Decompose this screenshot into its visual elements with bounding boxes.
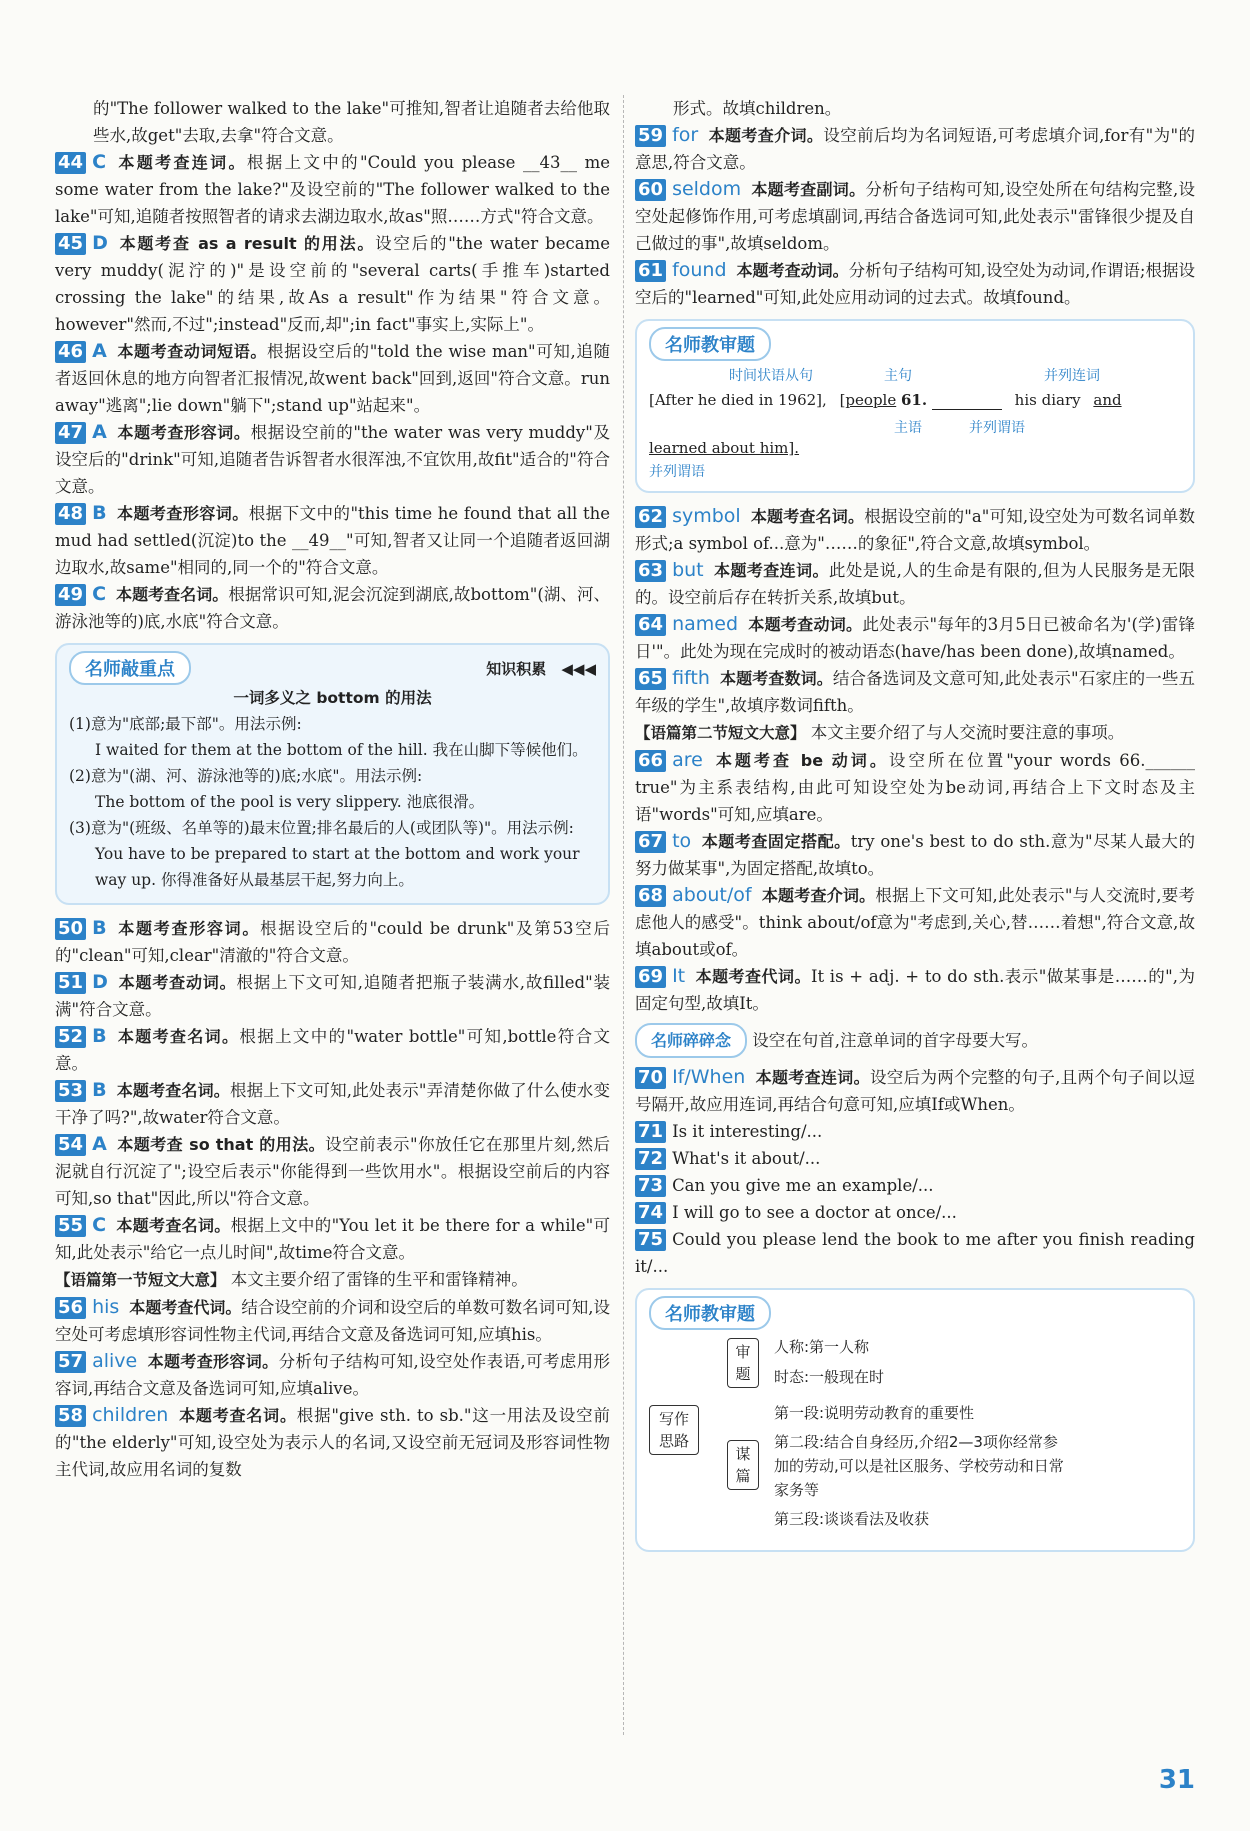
answer-item bbox=[635, 1064, 1195, 1118]
answer-item bbox=[55, 1348, 610, 1402]
writing-plan-box bbox=[635, 1288, 1195, 1552]
question-type: 本题考查名词。 bbox=[178, 1406, 297, 1425]
answer-item bbox=[635, 665, 1195, 719]
question-type: 本题考查名词。 bbox=[750, 507, 865, 526]
question-type: 本题考查 so that 的用法。 bbox=[116, 1135, 326, 1154]
question-type: 本题考查形容词。 bbox=[116, 504, 249, 523]
knowledge-title: 一词多义之 bottom 的用法 bbox=[233, 689, 432, 707]
mindmap-branch-plan: 谋篇 bbox=[727, 1440, 759, 1490]
answer-key: B bbox=[92, 917, 107, 939]
left-items-3 bbox=[55, 1294, 610, 1483]
explanation: 根据"give sth. to sb."这一用法及设空前的"the elderly"可知,设空处为表示人的名词,又设空前无冠词及形容词性物主代词,故应用名词的复数 bbox=[55, 1406, 610, 1479]
item-number-badge: 54 bbox=[55, 1134, 86, 1156]
question-type: 本题考查固定搭配。 bbox=[701, 832, 851, 851]
item-number-badge: 62 bbox=[635, 506, 666, 528]
label-conjunction: 并列连词 bbox=[1044, 368, 1100, 384]
sentence-part-a: [After he died in 1962], bbox=[649, 391, 827, 409]
answer-key: are bbox=[672, 749, 703, 771]
answer-key: children bbox=[92, 1404, 169, 1426]
right-items-3 bbox=[635, 747, 1195, 1017]
section1-title: 【语篇第一节短文大意】 bbox=[55, 1271, 226, 1289]
explanation: 设空后的"the water became very muddy(泥泞的)"是设空前的"several carts(手推车)started crossing the lake"的结果,故As a result"作为结果"符合文意。however"然而,不过";instead"反而,却";in fact"事实上,实际上"。 bbox=[55, 234, 610, 334]
knowledge-lines bbox=[69, 711, 596, 893]
question-type: 本题考查形容词。 bbox=[116, 423, 251, 442]
explanation: 结合备选词及文意可知,此处表示"石家庄的一些五年级的学生",故填序数词fifth。 bbox=[635, 669, 1195, 715]
answer-key: A bbox=[92, 421, 107, 443]
section1-summary bbox=[55, 1266, 610, 1294]
label-predicate-2: 并列谓语 bbox=[649, 464, 705, 480]
knowledge-line: (3)意为"(班级、名单等的)最末位置;排名最后的人(或团队等)"。用法示例: bbox=[69, 819, 574, 837]
item-number-badge: 65 bbox=[635, 668, 666, 690]
writing-mindmap bbox=[649, 1330, 1181, 1540]
sentence-part-c: 61. bbox=[901, 391, 928, 409]
answer-item bbox=[55, 1131, 610, 1212]
answer-key: It bbox=[672, 965, 686, 987]
right-items-2 bbox=[635, 503, 1195, 719]
question-type: 本题考查数词。 bbox=[719, 669, 833, 688]
knowledge-line: (1)意为"底部;最下部"。用法示例: bbox=[69, 715, 302, 733]
answer-key: A bbox=[92, 340, 107, 362]
sentence-analysis-box bbox=[635, 319, 1195, 493]
answer-item bbox=[55, 1023, 610, 1077]
question-type: 本题考查动词短语。 bbox=[116, 342, 267, 361]
question-type: 本题考查动词。 bbox=[748, 615, 863, 634]
mindmap-root: 写作思路 bbox=[649, 1405, 699, 1455]
item-number-badge: 75 bbox=[635, 1229, 666, 1251]
explanation: 设空所在位置"your words 66.______ true"为主系表结构,由此可知设空处为be动词,再结合上下文时态及主语"words"可知,应填are。 bbox=[635, 751, 1195, 824]
answer-item bbox=[635, 882, 1195, 963]
answer-key: If/When bbox=[672, 1066, 746, 1088]
explanation: 结合设空前的介词和设空后的单数可数名词可知,设空处可考虑填形容词性物主代词,再结合文意及备选词可知,应填his。 bbox=[55, 1298, 610, 1344]
explanation: 设空前表示"你放任它在那里片刻,然后泥就自行沉淀了";设空后表示"你能得到一些饮用水"。根据设空前后的内容可知,so that"因此,所以"符合文意。 bbox=[55, 1135, 610, 1208]
answer-item bbox=[635, 828, 1195, 882]
answer-item bbox=[55, 1212, 610, 1266]
short-answer-text: I will go to see a doctor at once/... bbox=[672, 1203, 957, 1222]
section2-summary bbox=[635, 719, 1195, 747]
column-divider bbox=[623, 95, 624, 1735]
explanation: 根据设空前的"a"可知,设空处为可数名词单数形式;a symbol of...意为"……的象征",符合文意,故填symbol。 bbox=[635, 507, 1195, 553]
answer-item bbox=[55, 581, 610, 635]
question-type: 本题考查名词。 bbox=[116, 1216, 231, 1235]
explanation: It is + adj. + to do sth.表示"做某事是……的",为固定句型,故填It。 bbox=[635, 967, 1195, 1013]
short-answer-item bbox=[635, 1199, 1195, 1226]
answer-item bbox=[55, 1294, 610, 1348]
sentence-blank bbox=[932, 391, 1002, 410]
answer-key: fifth bbox=[672, 667, 710, 689]
knowledge-label-wrap bbox=[486, 658, 596, 679]
question-type: 本题考查连词。 bbox=[755, 1068, 870, 1087]
item-number-badge: 50 bbox=[55, 918, 86, 940]
explanation: 根据上下文可知,追随者把瓶子装满水,故filled"装满"符合文意。 bbox=[55, 973, 610, 1019]
left-column bbox=[55, 95, 610, 1483]
right-intro: 形式。故填children。 bbox=[673, 99, 842, 118]
item-number-badge: 58 bbox=[55, 1405, 86, 1427]
item-number-badge: 52 bbox=[55, 1026, 86, 1048]
question-type: 本题考查介词。 bbox=[761, 886, 876, 905]
item-number-badge: 74 bbox=[635, 1202, 666, 1224]
question-type: 本题考查名词。 bbox=[116, 1081, 230, 1100]
knowledge-tag: 名师敲重点 bbox=[69, 651, 191, 685]
item-number-badge: 67 bbox=[635, 831, 666, 853]
knowledge-box bbox=[55, 643, 610, 905]
short-answer-item bbox=[635, 1145, 1195, 1172]
answer-item bbox=[55, 1077, 610, 1131]
answer-key: symbol bbox=[672, 505, 741, 527]
sentence-part-f: learned about him]. bbox=[649, 439, 800, 457]
answer-item bbox=[635, 557, 1195, 611]
section2-text: 本文主要介绍了与人交流时要注意的事项。 bbox=[810, 723, 1125, 742]
item-number-badge: 70 bbox=[635, 1067, 666, 1089]
question-type: 本题考查代词。 bbox=[695, 967, 811, 986]
short-answer-item bbox=[635, 1118, 1195, 1145]
answer-key: C bbox=[92, 151, 107, 173]
explanation: 分析句子结构可知,设空处为动词,作谓语;根据设空后的"learned"可知,此处应用动词的过去式。故填found。 bbox=[635, 261, 1195, 307]
knowledge-line: You have to be prepared to start at the bottom and work your way up. 你得准备好从最基层干起,努力向上。 bbox=[95, 845, 580, 889]
answer-key: found bbox=[672, 259, 727, 281]
short-answer-text: Is it interesting/... bbox=[672, 1122, 823, 1141]
question-type: 本题考查名词。 bbox=[116, 585, 229, 604]
knowledge-line: (2)意为"(湖、河、游泳池等的)底;水底"。用法示例: bbox=[69, 767, 423, 785]
section1-text: 本文主要介绍了雷锋的生平和雷锋精神。 bbox=[230, 1270, 528, 1289]
section2-title: 【语篇第二节短文大意】 bbox=[635, 724, 806, 742]
answer-key: for bbox=[672, 124, 699, 146]
item-number-badge: 72 bbox=[635, 1148, 666, 1170]
item-number-badge: 61 bbox=[635, 260, 666, 282]
label-predicate-1: 并列谓语 bbox=[969, 420, 1025, 436]
question-type: 本题考查连词。 bbox=[713, 561, 829, 580]
item-number-badge: 68 bbox=[635, 885, 666, 907]
label-time-clause: 时间状语从句 bbox=[729, 368, 813, 384]
mindmap-branch-review: 审题 bbox=[727, 1338, 759, 1388]
question-type: 本题考查动词。 bbox=[117, 973, 237, 992]
explanation: 分析句子结构可知,设空处所在句结构完整,设空处起修饰作用,可考虑填副词,再结合备选词可知,此处表示"雷锋很少提及自己做过的事",故填seldom。 bbox=[635, 180, 1195, 253]
answer-item bbox=[55, 1402, 610, 1483]
answer-item bbox=[55, 419, 610, 500]
tip-text: 设空在句首,注意单词的首字母要大写。 bbox=[752, 1031, 1039, 1050]
answer-key: C bbox=[92, 1214, 107, 1236]
item-number-badge: 66 bbox=[635, 750, 666, 772]
mindmap-para-3: 第三段:谈谈看法及收获 bbox=[774, 1510, 930, 1528]
explanation: 设空后为两个完整的句子,且两个句子间以逗号隔开,故应用连词,再结合句意可知,应填If或When。 bbox=[635, 1068, 1195, 1114]
answer-item bbox=[55, 500, 610, 581]
item-number-badge: 64 bbox=[635, 614, 666, 636]
answer-key: D bbox=[92, 232, 108, 254]
question-type: 本题考查形容词。 bbox=[116, 919, 261, 938]
item-number-badge: 63 bbox=[635, 560, 666, 582]
label-subject: 主语 bbox=[894, 420, 922, 436]
item-number-badge: 73 bbox=[635, 1175, 666, 1197]
explanation: 根据上文中的"You let it be there for a while"可知,此处表示"给它一点儿时间",故time符合文意。 bbox=[55, 1216, 610, 1262]
answer-key: seldom bbox=[672, 178, 742, 200]
mindmap-tense: 时态:一般现在时 bbox=[774, 1368, 885, 1386]
sentence-part-d: his diary bbox=[1014, 391, 1081, 409]
answer-key: alive bbox=[92, 1350, 138, 1372]
item-number-badge: 47 bbox=[55, 422, 86, 444]
answer-item bbox=[635, 611, 1195, 665]
answer-item bbox=[55, 915, 610, 969]
explanation: 此处表示"每年的3月5日已被命名为'(学)雷锋日'"。此处为现在完成时的被动语态(have/has been done),故填named。 bbox=[635, 615, 1195, 661]
item-number-badge: 59 bbox=[635, 125, 666, 147]
item-number-badge: 69 bbox=[635, 966, 666, 988]
item-number-badge: 51 bbox=[55, 972, 86, 994]
question-type: 本题考查副词。 bbox=[751, 180, 866, 199]
answer-item bbox=[635, 747, 1195, 828]
item-number-badge: 71 bbox=[635, 1121, 666, 1143]
sentence-diagram bbox=[649, 361, 1181, 481]
explanation: 此处是说,人的生命是有限的,但为人民服务是无限的。设空前后存在转折关系,故填but。 bbox=[635, 561, 1195, 607]
answer-key: B bbox=[92, 502, 107, 524]
left-intro: 的"The follower walked to the lake"可推知,智者让追随者去给他取些水,故get"去取,去拿"符合文意。 bbox=[93, 99, 610, 145]
question-type: 本题考查形容词。 bbox=[147, 1352, 279, 1371]
answer-item bbox=[635, 122, 1195, 176]
sentence-part-e: and bbox=[1093, 391, 1122, 409]
question-type: 本题考查连词。 bbox=[116, 153, 247, 172]
right-items bbox=[635, 122, 1195, 311]
item-number-badge: 48 bbox=[55, 503, 86, 525]
short-answer-text: Could you please lend the book to me after you finish reading it/... bbox=[635, 1230, 1195, 1276]
writing-plan-tag: 名师教审题 bbox=[649, 1296, 771, 1330]
question-type: 本题考查 as a result 的用法。 bbox=[117, 234, 376, 253]
answer-key: to bbox=[672, 830, 692, 852]
answer-key: B bbox=[92, 1025, 107, 1047]
short-answer-item bbox=[635, 1172, 1195, 1199]
item-number-badge: 60 bbox=[635, 179, 666, 201]
sentence-part-b: [people bbox=[839, 391, 897, 409]
explanation: 根据下文中的"this time he found that all the mud had settled(沉淀)to the __49__"可知,智者又让同一个追随者返回湖边取水,故same"相同的,同一个的"符合文意。 bbox=[55, 504, 610, 577]
explanation: 根据设空前的"the water was very muddy"及设空后的"drink"可知,追随者告诉智者水很浑浊,不宜饮用,故fit"适合的"符合文意。 bbox=[55, 423, 610, 496]
knowledge-line: I waited for them at the bottom of the hill. 我在山脚下等候他们。 bbox=[95, 741, 588, 759]
question-type: 本题考查代词。 bbox=[129, 1298, 242, 1317]
answer-item bbox=[635, 257, 1195, 311]
answer-key: D bbox=[92, 971, 108, 993]
answer-key: named bbox=[672, 613, 739, 635]
question-type: 本题考查名词。 bbox=[116, 1027, 240, 1046]
explanation: 根据上文中的"Could you please __43__ me some water from the lake?"及设空前的"The follower walked to the lake"可知,追随者按照智者的请求去湖边取水,故as"照……方式"符合文意。 bbox=[55, 153, 610, 226]
answer-key: about/of bbox=[672, 884, 752, 906]
short-answers bbox=[635, 1118, 1195, 1280]
answer-item bbox=[55, 338, 610, 419]
item-number-badge: 57 bbox=[55, 1351, 86, 1373]
item-number-badge: 56 bbox=[55, 1297, 86, 1319]
answer-key: but bbox=[672, 559, 704, 581]
answer-item bbox=[55, 969, 610, 1023]
answer-item bbox=[55, 230, 610, 338]
answer-key: A bbox=[92, 1133, 107, 1155]
knowledge-line: The bottom of the pool is very slippery. 池底很滑。 bbox=[95, 793, 485, 811]
knowledge-label: 知识积累 bbox=[486, 659, 547, 678]
explanation: 分析句子结构可知,设空处作表语,可考虑用形容词,再结合文意及备选词可知,应填alive。 bbox=[55, 1352, 610, 1398]
item-number-badge: 44 bbox=[55, 152, 86, 174]
explanation: 根据上下文可知,此处表示"弄清楚你做了什么使水变干净了吗?",故water符合文意。 bbox=[55, 1081, 610, 1127]
question-type: 本题考查介词。 bbox=[708, 126, 824, 145]
item-number-badge: 53 bbox=[55, 1080, 86, 1102]
answer-item bbox=[635, 503, 1195, 557]
left-items-2 bbox=[55, 915, 610, 1266]
item-number-badge: 46 bbox=[55, 341, 86, 363]
short-answer-text: What's it about/... bbox=[672, 1149, 821, 1168]
explanation: 设空前后均为名词短语,可考虑填介词,for有"为"的意思,符合文意。 bbox=[635, 126, 1195, 172]
explanation: 根据常识可知,泥会沉淀到湖底,故bottom"(湖、河、游泳池等的)底,水底"符合文意。 bbox=[55, 585, 610, 631]
label-main-clause: 主句 bbox=[884, 368, 912, 384]
item-number-badge: 45 bbox=[55, 233, 86, 255]
item-number-badge: 55 bbox=[55, 1215, 86, 1237]
answer-key: C bbox=[92, 583, 107, 605]
sentence-analysis-tag: 名师教审题 bbox=[649, 327, 771, 361]
right-column bbox=[635, 95, 1195, 1562]
mindmap-person: 人称:第一人称 bbox=[774, 1338, 870, 1356]
answer-item bbox=[635, 176, 1195, 257]
explanation: 根据上下文可知,此处表示"与人交流时,要考虑他人的感受"。think about/of意为"考虑到,关心,替……着想",符合文意,故填about或of。 bbox=[635, 886, 1195, 959]
explanation: try one's best to do sth.意为"尽某人最大的努力做某事",为固定搭配,故填to。 bbox=[635, 832, 1195, 878]
explanation: 根据上文中的"water bottle"可知,bottle符合文意。 bbox=[55, 1027, 610, 1073]
tip-tag: 名师碎碎念 bbox=[635, 1023, 747, 1058]
sentence-line-1 bbox=[649, 391, 1122, 410]
mindmap-para-2: 第二段:结合自身经历,介绍2—3项你经常参加的劳动,可以是社区服务、学校劳动和日常家务等 bbox=[774, 1433, 1064, 1499]
question-type: 本题考查动词。 bbox=[736, 261, 849, 280]
left-items bbox=[55, 149, 610, 635]
answer-key: B bbox=[92, 1079, 107, 1101]
answer-key: his bbox=[92, 1296, 120, 1318]
question-type: 本题考查 be 动词。 bbox=[712, 751, 889, 770]
tip-line bbox=[635, 1023, 1195, 1058]
explanation: 根据设空后的"told the wise man"可知,追随者返回休息的地方向智者汇报情况,故went back"回到,返回"符合文意。run away"逃离";lie down"躺下";stand up"站起来"。 bbox=[55, 342, 610, 415]
answer-item bbox=[55, 149, 610, 230]
page-number: 31 bbox=[1158, 1765, 1195, 1795]
explanation: 根据设空后的"could be drunk"及第53空后的"clean"可知,clear"清澈的"符合文意。 bbox=[55, 919, 610, 965]
right-items-4 bbox=[635, 1064, 1195, 1118]
answer-item bbox=[635, 963, 1195, 1017]
short-answer-item bbox=[635, 1226, 1195, 1280]
item-number-badge: 49 bbox=[55, 584, 86, 606]
short-answer-text: Can you give me an example/... bbox=[672, 1176, 934, 1195]
knowledge-arrows-icon: ◀◀◀ bbox=[561, 659, 596, 678]
mindmap-para-1: 第一段:说明劳动教育的重要性 bbox=[774, 1404, 975, 1422]
knowledge-box-header bbox=[69, 651, 596, 685]
